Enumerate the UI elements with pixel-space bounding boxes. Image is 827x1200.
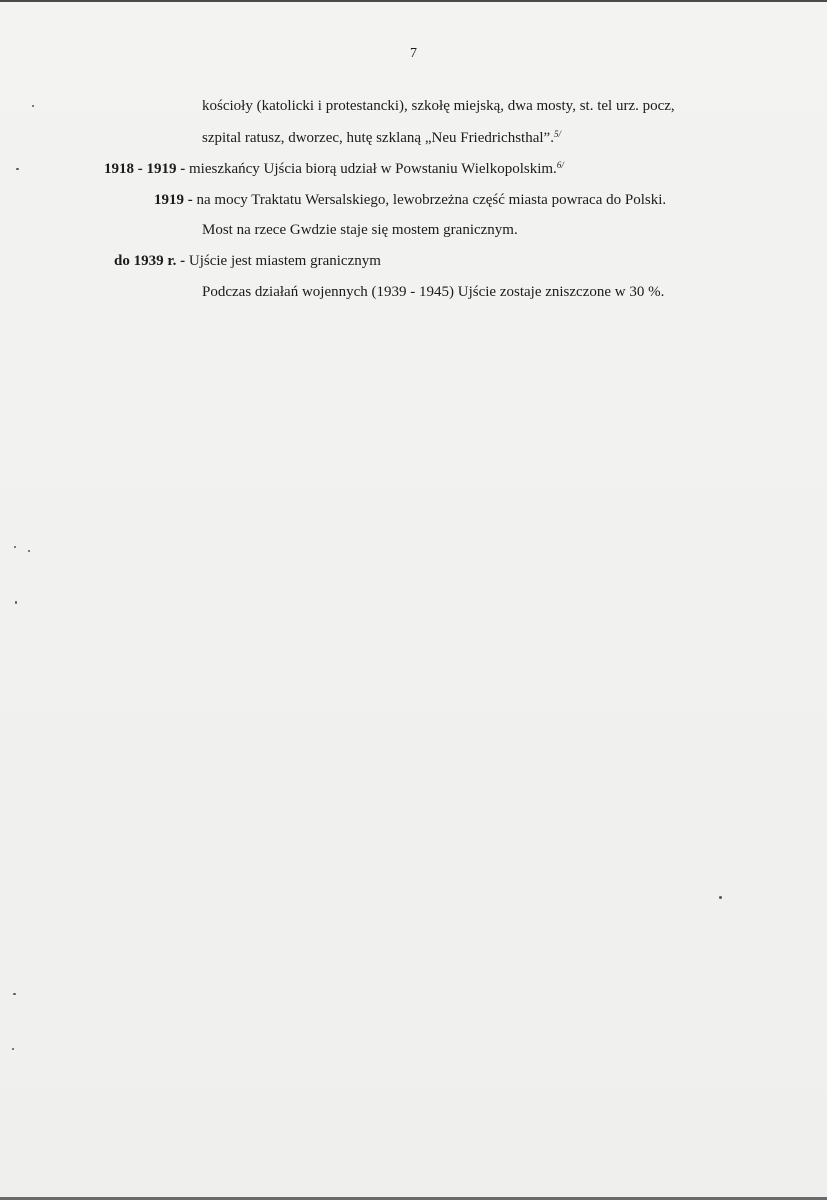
entry-text: mieszkańcy Ujścia biorą udział w Powstaniu Wielkopolskim.: [189, 161, 557, 177]
text-line-7: [202, 283, 664, 301]
entry-text: kościoły (katolicki i protestancki), szkołę miejską, dwa mosty, st. tel urz. pocz,: [202, 98, 675, 114]
scan-speck: [13, 993, 16, 995]
date-label: 1918 - 1919 -: [104, 161, 186, 177]
entry-text: na mocy Traktatu Wersalskiego, lewobrzeżna część miasta powraca do Polski.: [196, 192, 667, 208]
text-line-4: [154, 191, 666, 209]
entry-text: Ujście jest miastem granicznym: [188, 253, 381, 269]
text-line-6: [114, 252, 381, 270]
page-number: 7: [410, 46, 417, 61]
text-line-2: [202, 129, 561, 147]
scan-speck: [16, 168, 19, 170]
scan-speck: [28, 550, 30, 552]
scan-edge-top: [0, 0, 827, 2]
entry-text: szpital ratusz, dworzec, hutę szklaną „Neu Friedrichsthal”.: [202, 130, 554, 146]
footnote-ref: 6/: [556, 160, 564, 170]
scan-speck: [14, 546, 16, 548]
entry-text: Podczas działań wojennych (1939 - 1945) Ujście zostaje zniszczone w 30 %.: [202, 284, 665, 300]
scan-speck: [32, 105, 34, 107]
date-label: do 1939 r. -: [114, 253, 186, 269]
date-label: 1919 -: [154, 192, 193, 208]
scan-speck: [15, 601, 17, 604]
text-line-1: [202, 97, 675, 115]
scan-speck: [719, 896, 722, 899]
text-line-3: [104, 160, 564, 178]
scan-speck: [12, 1048, 14, 1050]
footnote-ref: 5/: [553, 129, 561, 139]
text-line-5: [202, 221, 518, 239]
entry-text: Most na rzece Gwdzie staje się mostem granicznym.: [202, 222, 518, 238]
